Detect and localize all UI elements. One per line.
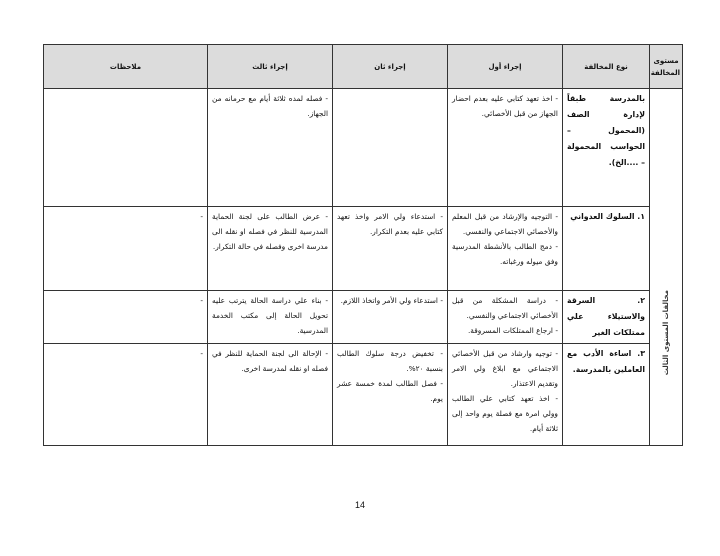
first-action-item: - دمج الطالب بالأنشطة المدرسية وفق ميوله ورغباته. <box>452 242 558 266</box>
third-action-item: - عرض الطالب على لجنة الحماية المدرسية للنظر في فصله او نقله الى مدرسة اخرى وفصله في حالة التكرار. <box>212 212 328 251</box>
second-action-item: - استدعاء ولي الأمر واتخاذ اللازم. <box>340 296 443 305</box>
notes-cell <box>44 89 208 207</box>
third-action-item: - الإحالة الى لجنة الحماية للنظر في فصله او نقله لمدرسة اخرى. <box>212 349 328 373</box>
third-action-cell <box>208 207 333 291</box>
third-action-item: - بناء علي دراسة الحالة يترتب عليه تحويل الحالة إلى مكتب الخدمة المدرسية. <box>212 296 328 335</box>
first-action-item: - ارجاع الممتلكات المسروقة. <box>467 326 558 335</box>
second-action-item: - تخفيض درجة سلوك الطالب بنسبة ٢٠%. <box>337 349 443 373</box>
table-row <box>44 291 683 344</box>
violation-type: ٢. السرقة والاستيلاء علي ممتلكات الغير <box>563 291 650 344</box>
violation-type: بالمدرسة طبقاً لإدارة الصف (المحمول – الحواسب المحمولة – ....الخ). <box>563 89 650 207</box>
header-notes: ملاحظات <box>44 45 208 89</box>
notes-cell: - <box>44 291 208 344</box>
first-action-cell <box>448 344 563 446</box>
third-action-cell <box>208 344 333 446</box>
third-action-cell <box>208 89 333 207</box>
level-cell <box>650 89 683 446</box>
second-action-cell <box>333 207 448 291</box>
second-action-cell <box>333 89 448 207</box>
table-row <box>44 89 683 207</box>
table-row <box>44 344 683 446</box>
page-number: 14 <box>354 500 365 510</box>
second-action-item: - استدعاء ولي الامر واخذ تعهد كتابي عليه بعدم التكرار. <box>337 212 443 236</box>
header-first-action: إجراء أول <box>448 45 563 89</box>
first-action-item: - اخذ تعهد كتابي عليه بعدم احضار الجهاز من قبل الأخصائي. <box>452 94 558 118</box>
header-type: نوع المخالفة <box>563 45 650 89</box>
second-action-item: - فصل الطالب لمدة خمسة عشر يوم. <box>337 379 443 403</box>
notes-cell: - <box>44 207 208 291</box>
first-action-cell <box>448 89 563 207</box>
first-action-item: - اخذ تعهد كتابي علي الطالب وولي امرة مع فصلة يوم واحد إلى ثلاثة أيام. <box>452 394 558 433</box>
header-third-action: إجراء ثالث <box>208 45 333 89</box>
first-action-item: - التوجيه والإرشاد من قبل المعلم والأخصائي الاجتماعي والنفسي. <box>452 212 558 236</box>
header-second-action: إجراء ثان <box>333 45 448 89</box>
violation-type: ١. السلوك العدواني <box>563 207 650 291</box>
second-action-cell <box>333 344 448 446</box>
first-action-item: - توجيه وارشاد من قبل الأخصائي الاجتماعي مع ابلاغ ولي الامر وتقديم الاعتذار. <box>452 349 558 388</box>
violation-type: ٣. اساءة الأدب مع العاملين بالمدرسة. <box>563 344 650 446</box>
first-action-cell <box>448 207 563 291</box>
level-label: مخالفات المستوى الثالث <box>661 289 670 375</box>
notes-cell: - <box>44 344 208 446</box>
header-level: مستوى المخالفة <box>650 45 683 89</box>
first-action-cell <box>448 291 563 344</box>
table-row <box>44 207 683 291</box>
violations-table <box>43 44 683 446</box>
header-row <box>44 45 683 89</box>
first-action-item: - دراسة المشكلة من قبل الأخصائي الاجتماعي والنفسي. <box>452 296 558 320</box>
third-action-cell <box>208 291 333 344</box>
second-action-cell <box>333 291 448 344</box>
third-action-item: - فصله لمده ثلاثة أيام مع حرمانه من الجهاز. <box>212 94 328 118</box>
